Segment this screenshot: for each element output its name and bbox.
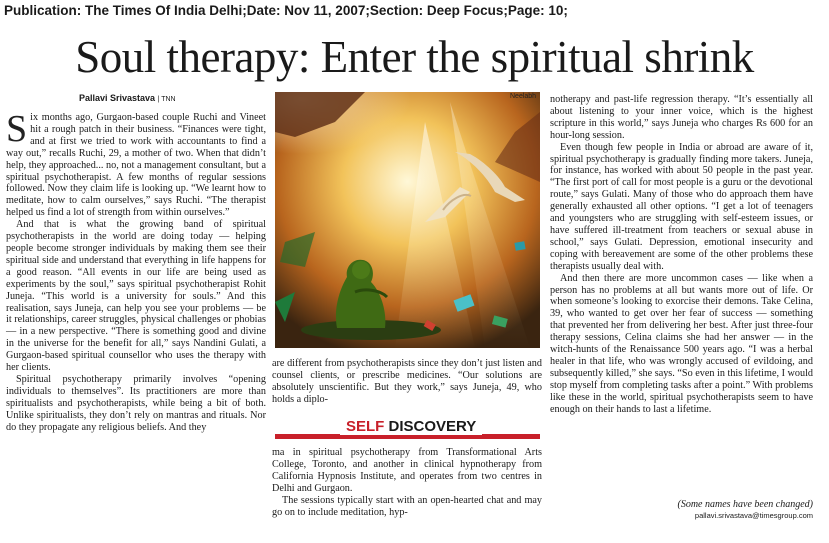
- article-paragraph: The sessions typically start with an open-hearted chat and may go on to include meditation, hyp-: [272, 494, 542, 518]
- subhead-banner: [275, 420, 540, 440]
- article-column-2-bottom: [272, 447, 542, 518]
- subhead-word-discovery: DISCOVERY: [388, 418, 477, 435]
- article-paragraph: Six months ago, Gurgaon-based couple Ruchi and Vineet hit a rough patch in their business. “Finances were tight, and at first we tried to work with accountants to find a way out,” recalls Ruchi, 29, a mother of two. When that didn’t help, they approached... no, not a management consultant, but a spiritual psychotherapist. A few months of regular sessions followed. Now they claim life is looking up. “We learnt how to meditate, how to calm ourselves,” says Ruchi. “The therapist helped us find a lot of strength from within ourselves.”: [6, 108, 266, 219]
- publication-line: Publication: The Times Of India Delhi;Date: Nov 11, 2007;Section: Deep Focus;Page: 10;: [4, 3, 568, 18]
- article-column-3: [550, 94, 813, 415]
- article-paragraph: Even though few people in India or abroad are aware of it, spiritual psychotherapy is gradually finding more takers. Juneja, for instance, has worked with about 50 people in the past year. “The first port of call for most people is a guru or the devotional route,” says Gulati. Many of those who do approach them have generally exhausted all other options. “I get a lot of teenagers and youngsters who are struggling with self-esteem issues, or have suffered ill-treatment from teachers or sexual abuse in school,” says Gulati. Depression, emotional insecurity and coping with bereavement are some of the other problems these therapists usually deal with.: [550, 141, 813, 272]
- drop-cap: S: [6, 108, 28, 150]
- article-paragraph: are different from psychotherapists since they don’t just listen and counsel clients, or prescribe medicines. “Our solutions are absolutely unscientific. But they work,” says Juneja, 49, who holds a diplo-: [272, 358, 542, 405]
- author-email: pallavi.srivastava@timesgroup.com: [694, 511, 813, 520]
- article-paragraph: notherapy and past-life regression therapy. “It’s essentially all about listening to your inner voice, which is the highest scripture in this world,” says Juneja who charges Rs 600 for an hour-long session.: [550, 94, 813, 141]
- article-column-1: [6, 108, 266, 433]
- photo-credit: Neelabh: [510, 93, 537, 100]
- names-changed-note: (Some names have been changed): [677, 499, 813, 510]
- article-paragraph: And then there are more uncommon cases — like when a person has no problems at all but wants more out of life. Or when someone’s looking to exorcise their demons. Take Celina, 39, who wanted to get over her fear of success — something that prevented her from delivering her best. After just three-four therapy sessions, Celina claims she had her answer — in the witch-hunts of the Renaissance 500 years ago. “I was a herbal healer in that life, who was wrongly accused of evildoing, and subsequently killed,” she says. “So even in this lifetime, I would stop myself from completing tasks after a point.” With problems like these in the world, spiritual psychotherapists seem to have enough on their hands to last a lifetime.: [550, 272, 813, 415]
- byline-agency: | TNN: [157, 96, 176, 103]
- byline-name: Pallavi Srivastava: [79, 93, 156, 103]
- subhead-label: [340, 418, 482, 435]
- illustration-image: [275, 92, 540, 348]
- illustration-spiritual-hand: [275, 92, 540, 348]
- byline: [79, 93, 176, 103]
- article-paragraph: ma in spiritual psychotherapy from Transformational Arts College, Toronto, and another in clinical hypnotherapy from California Hypnosis Institute, and operates from two centres in Delhi and Gurgaon.: [272, 447, 542, 494]
- headline: Soul therapy: Enter the spiritual shrink: [75, 32, 754, 82]
- subhead-word-self: SELF: [346, 418, 385, 435]
- article-paragraph: Spiritual psychotherapy primarily involves “opening individuals to themselves”. Its practitioners are more than spiritualists and psychotherapists, while being a bit of both. Unlike spiritualists, they don’t rely on mantras and rituals. Nor do they propagate any religious beliefs. And they: [6, 373, 266, 433]
- article-column-2-top: [272, 358, 542, 406]
- article-paragraph: And that is what the growing band of spiritual psychotherapists in the world are doing today — helping people become stronger individuals by making them see their spiritual side and understand that everything in life happens for a good reason. “All events in our life are being used as experiments by the soul,” says spiritual psychotherapist Rohit Juneja. “This world is a university for souls.” And this realisation, says Juneja, can help you see your problems — be it relationships, career struggles, physical challenges or phobias — in a new perspective. “There is something good and divine in the universe for the benefit for all,” says Nandini Gulati, a Gurgaon-based spiritual counsellor who uses the therapy with her clients.: [6, 219, 266, 374]
